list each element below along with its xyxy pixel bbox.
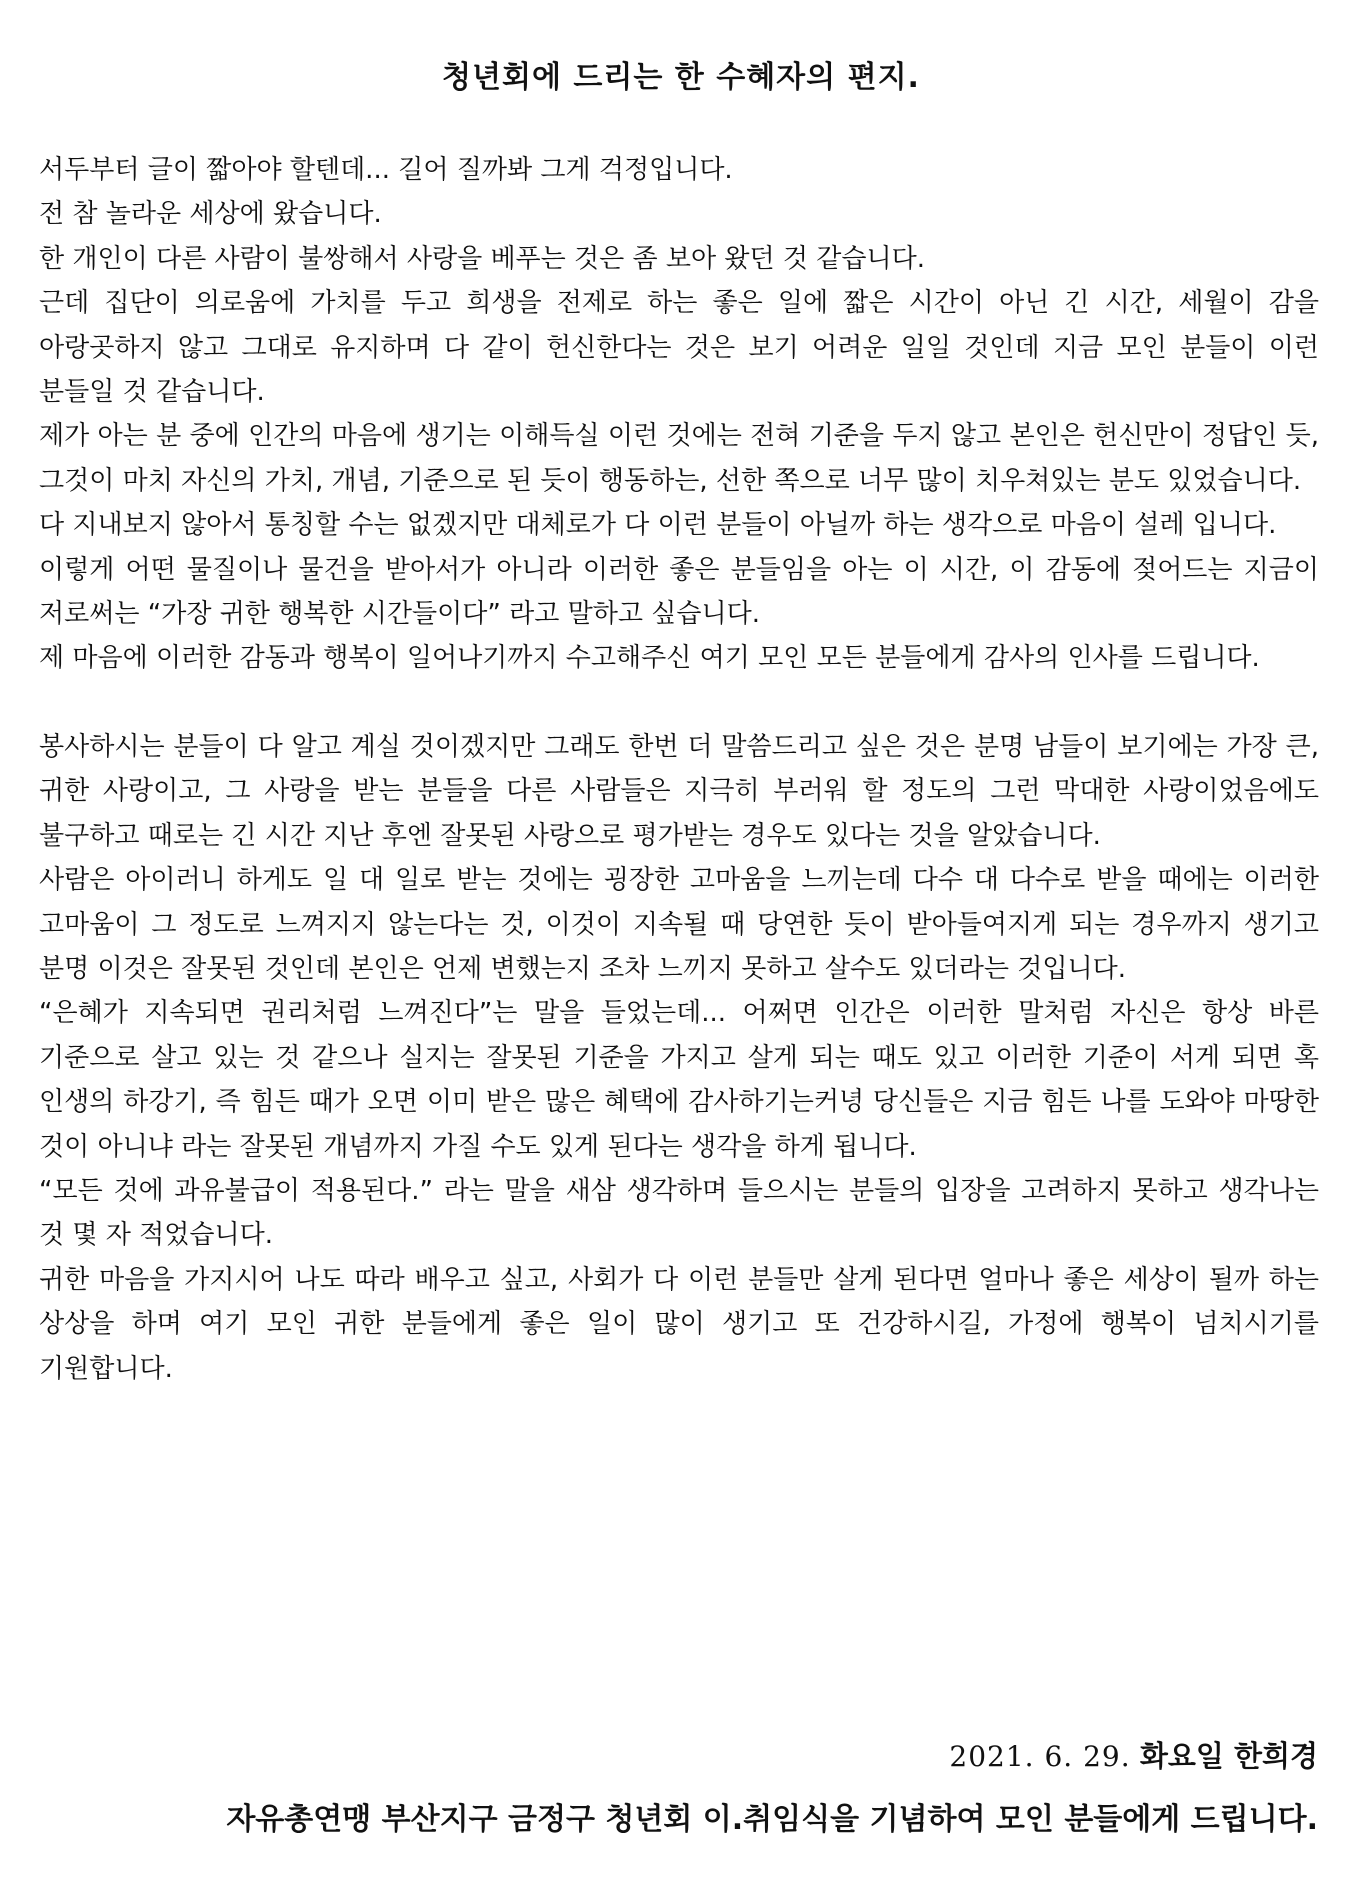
paragraph: 제가 아는 분 중에 인간의 마음에 생기는 이해득실 이런 것에는 전혀 기준을 두지 않고 본인은 헌신만이 정답인 듯, 그것이 마치 자신의 가치, 개념, 기준으로 된 듯이 행동하는, 선한 쪽으로 너무 많이 치우쳐있는 분도 있었습니다. [39, 421, 1319, 496]
paragraph: 귀한 마음을 가지시어 나도 따라 배우고 싶고, 사회가 다 이런 분들만 살게 된다면 얼마나 좋은 세상이 될까 하는 상상을 하며 여기 모인 귀한 분들에게 좋은 일이 많이 생기고 또 건강하시길, 가정에 행복이 넘치시기를 기원합니다. [39, 1264, 1319, 1384]
signature-line [949, 1738, 1318, 1775]
paragraph: “모든 것에 과유불급이 적용된다.” 라는 말을 새삼 생각하며 들으시는 분들의 입장을 고려하지 못하고 생각나는 것 몇 자 적었습니다. [39, 1175, 1319, 1251]
dedication-line: 자유총연맹 부산지구 금정구 청년회 이.취임식을 기념하여 모인 분들에게 드립니다. [226, 1802, 1318, 1837]
page-title: 청년회에 드리는 한 수혜자의 편지. [442, 60, 920, 95]
paragraph: 서두부터 글이 짧아야 할텐데... 길어 질까봐 그게 걱정입니다. [39, 155, 733, 185]
paragraph: 이렇게 어떤 물질이나 물건을 받아서가 아니라 이러한 좋은 분들임을 아는 이 시간, 이 감동에 젖어드는 지금이 저로써는 “가장 귀한 행복한 시간들이다” 라고 말하고 싶습니다. [39, 554, 1319, 630]
paragraph: 전 참 놀라운 세상에 왔습니다. [39, 199, 382, 230]
paragraph: 제 마음에 이러한 감동과 행복이 일어나기까지 수고해주신 여기 모인 모든 분들에게 감사의 인사를 드립니다. [39, 643, 1260, 674]
paragraph: 사람은 아이러니 하게도 일 대 일로 받는 것에는 굉장한 고마움을 느끼는데 다수 대 다수로 받을 때에는 이러한 고마움이 그 정도로 느껴지지 않는다는 것, 이것이 지속될 때 당연한 듯이 받아들여지게 되는 경우까지 생기고 분명 이것은 잘못된 것인데 본인은 언제 변했는지 조차 느끼지 못하고 살수도 있더라는 것입니다. [39, 865, 1319, 984]
signature-date: 2021. 6. 29. [949, 1740, 1131, 1773]
paragraph: 한 개인이 다른 사람이 불쌍해서 사랑을 베푸는 것은 좀 보아 왔던 것 같습니다. [39, 243, 926, 274]
signature-name: 화요일 한희경 [1139, 1739, 1318, 1773]
letter-body [39, 148, 1319, 1391]
paragraph: 근데 집단이 의로움에 가치를 두고 희생을 전제로 하는 좋은 일에 짧은 시간이 아닌 긴 시간, 세월이 감을 아랑곳하지 않고 그대로 유지하며 다 같이 헌신한다는 것은 보기 어려운 일일 것인데 지금 모인 분들이 이런 분들일 것 같습니다. [39, 288, 1319, 408]
paragraph: 다 지내보지 않아서 통칭할 수는 없겠지만 대체로가 다 이런 분들이 아닐까 하는 생각으로 마음이 설레 입니다. [39, 510, 1277, 541]
paragraph: 봉사하시는 분들이 다 알고 계실 것이겠지만 그래도 한번 더 말씀드리고 싶은 것은 분명 남들이 보기에는 가장 큰, 귀한 사랑이고, 그 사랑을 받는 분들을 다른 사람들은 지극히 부러워 할 정도의 그런 막대한 사랑이었음에도 불구하고 때로는 긴 시간 지난 후엔 잘못된 사랑으로 평가받는 경우도 있다는 것을 알았습니다. [39, 731, 1319, 851]
paragraph: “은혜가 지속되면 권리처럼 느껴진다”는 말을 들었는데... 어쩌면 인간은 이러한 말처럼 자신은 항상 바른 기준으로 살고 있는 것 같으나 실지는 잘못된 기준을 가지고 살게 되는 때도 있고 이러한 기준이 서게 되면 혹 인생의 하강기, 즉 힘든 때가 오면 이미 받은 많은 혜택에 감사하기는커녕 당신들은 지금 힘든 나를 도와야 마땅한 것이 아니냐 라는 잘못된 개념까지 가질 수도 있게 된다는 생각을 하게 됩니다. [39, 998, 1319, 1162]
